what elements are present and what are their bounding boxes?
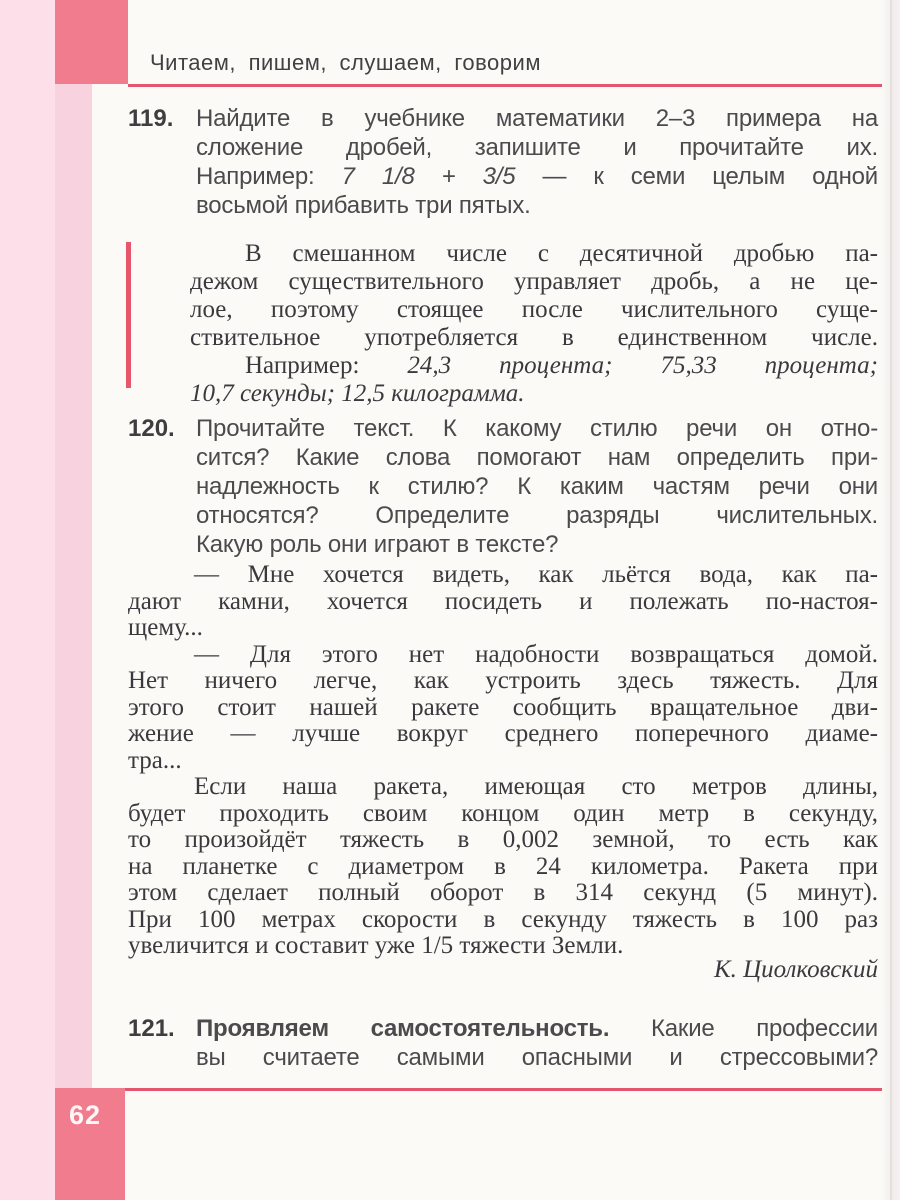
left-margin-strip-inner xyxy=(55,0,92,1200)
reading-paragraph-3: Если наша ракета, имеющая сто метров длины, будет проходить своим концом один метр в секунду, то произойдёт тяжесть в 0,002 земной, то есть как на планетке с диаметром в 24 километра. Ракета при этом сделает полный оборот в 314 секунд (5 минут). При 100 метрах скорости в секунду тяжесть в 100 раз увеличится и составит уже 1/5 тяжести Земли. xyxy=(128,773,878,959)
exercise-119-text: Найдите в учебнике математики 2–3 примера на сложение дробей, запишите и прочитайте их. Например: 7 1/8 + 3/5 — к семи целым одной восьмой прибавить три пятых. xyxy=(196,105,878,219)
page-number: 62 xyxy=(69,1100,102,1130)
note-accent-bar xyxy=(126,242,131,388)
exercise-119 xyxy=(128,104,878,220)
exercise-120 xyxy=(128,414,878,559)
reading-paragraph-2: — Для этого нет надобности возвращаться домой. Нет ничего легче, как устроить здесь тяжесть. Для этого стоит нашей ракете сообщить вращательное дви- жение — лучше вокруг среднего поперечного диаме- тра... xyxy=(128,640,878,774)
left-margin-strip-outer xyxy=(0,0,55,1200)
exercise-120-number: 120. xyxy=(128,415,175,442)
header-rule xyxy=(128,84,882,87)
page-number-box xyxy=(55,1088,125,1200)
corner-accent-square xyxy=(55,0,128,84)
reading-paragraph-1: — Мне хочется видеть, как льётся вода, как па- дают камни, хочется посидеть и полежать по-настоя- щему... xyxy=(128,561,878,641)
running-header: Читаем, пишем, слушаем, говорим xyxy=(150,50,541,75)
reading-text xyxy=(128,562,878,960)
exercise-121 xyxy=(128,1014,878,1072)
exercise-121-text: Проявляем самостоятельность. Какие профессии вы считаете самыми опасными и стрессовыми? xyxy=(196,1015,878,1071)
author-attribution: К. Циолковский xyxy=(714,956,878,983)
exercise-119-number: 119. xyxy=(128,105,174,132)
footer-rule xyxy=(125,1088,882,1091)
scan-fold-line xyxy=(890,0,892,1200)
exercise-121-number: 121. xyxy=(128,1015,175,1042)
exercise-120-text: Прочитайте текст. К какому стилю речи он отно- сится? Какие слова помогают нам определить при- надлежность к стилю? К каким частям речи они относятся? Определите разряды числительных. Какую роль они играют в тексте? xyxy=(196,415,878,558)
grammar-note: В смешанном числе с десятичной дробью па- дежом существительного управляет дробь, а не це- лое, поэтому стоящее после числительного суще- ствительное употребляется в единственном числе. Например: 24,3 процента; 75,33 процента; 10,7 секунды; 12,5 килограмма. xyxy=(190,240,878,407)
